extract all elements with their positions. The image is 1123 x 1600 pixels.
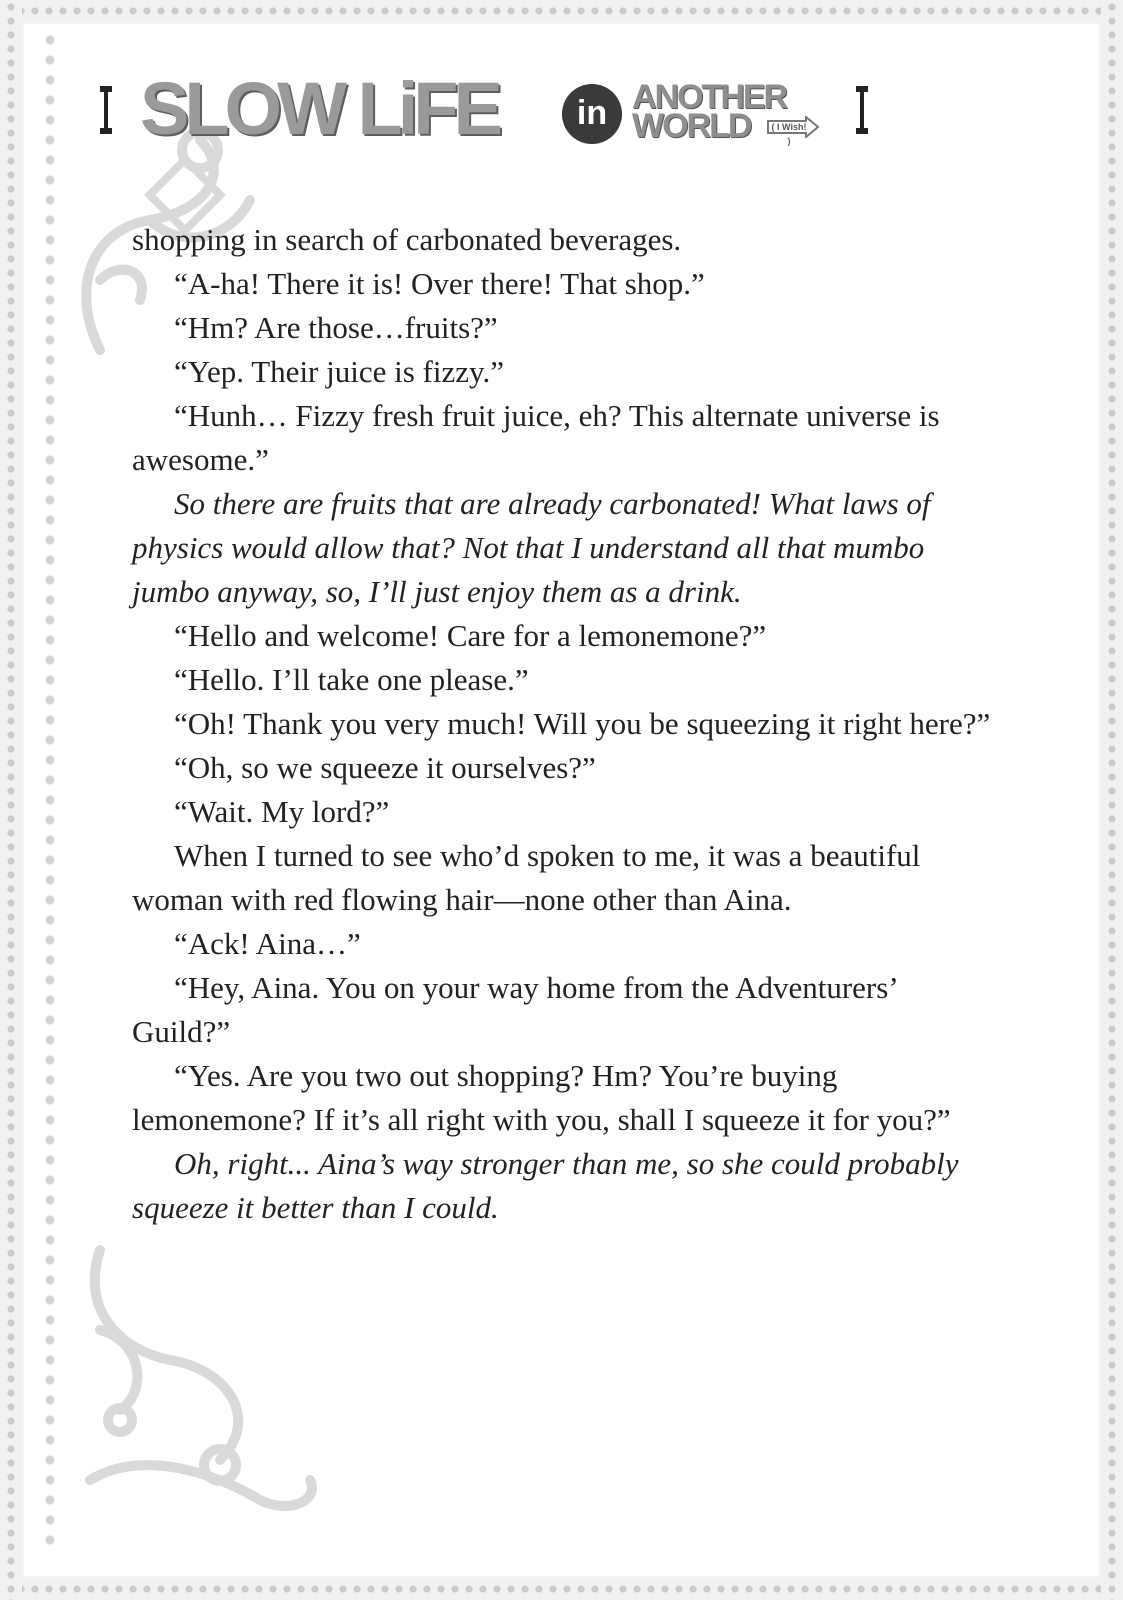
running-header: [100, 67, 900, 158]
paragraph: “Oh, so we squeeze it ourselves?”: [174, 750, 596, 785]
header-bracket-right-icon: [856, 84, 868, 136]
paragraph: When I turned to see who’d spoken to me, it was a beautiful woman with red flowing hair—none other than Aina.: [132, 838, 921, 917]
paragraph: “Yep. Their juice is fizzy.”: [174, 354, 504, 389]
logo-wish-arrow: [766, 116, 820, 146]
logo-another: ANOTHER: [632, 78, 787, 116]
header-bracket-left-icon: [100, 84, 112, 136]
page-border-bottom: [0, 1578, 1123, 1600]
paragraph: “Hey, Aina. You on your way home from the Adventurers’ Guild?”: [132, 970, 897, 1049]
inner-border-left: [38, 30, 62, 1545]
logo-wish-text: ( I Wish! ): [771, 122, 807, 146]
paragraph: “A-ha! There it is! Over there! That shop.”: [174, 266, 705, 301]
logo-in-badge: in: [562, 84, 622, 144]
paragraph-thought: So there are fruits that are already carbonated! What laws of physics would allow that? Not that I understand all that mumbo jumbo anyway, so, I’ll just enjoy them as a drink.: [132, 486, 931, 609]
page-border-right: [1101, 0, 1123, 1600]
logo-world: WORLD: [632, 107, 751, 145]
paragraph-thought: Oh, right... Aina’s way stronger than me, so she could probably squeeze it better than I could.: [132, 1146, 959, 1225]
paragraph: “Hm? Are those…fruits?”: [174, 310, 498, 345]
page-border-left: [0, 0, 22, 1600]
paragraph: “Hello. I’ll take one please.”: [174, 662, 529, 697]
paragraph: “Ack! Aina…”: [174, 926, 361, 961]
paragraph: “Yes. Are you two out shopping? Hm? You’re buying lemonemone? If it’s all right with you, shall I squeeze it for you?”: [132, 1058, 951, 1137]
flourish-ornament-bottom: [60, 1230, 340, 1530]
paragraph: “Wait. My lord?”: [174, 794, 390, 829]
paragraph: shopping in search of carbonated beverages.: [132, 222, 682, 257]
page-border-top: [0, 0, 1123, 22]
logo-slow-life: SLOW LiFE: [140, 67, 498, 150]
body-text: [132, 218, 992, 1230]
paragraph: “Hello and welcome! Care for a lemonemone?”: [174, 618, 767, 653]
paragraph: “Oh! Thank you very much! Will you be squeezing it right here?”: [174, 706, 991, 741]
paragraph: “Hunh… Fizzy fresh fruit juice, eh? This alternate universe is awesome.”: [132, 398, 940, 477]
